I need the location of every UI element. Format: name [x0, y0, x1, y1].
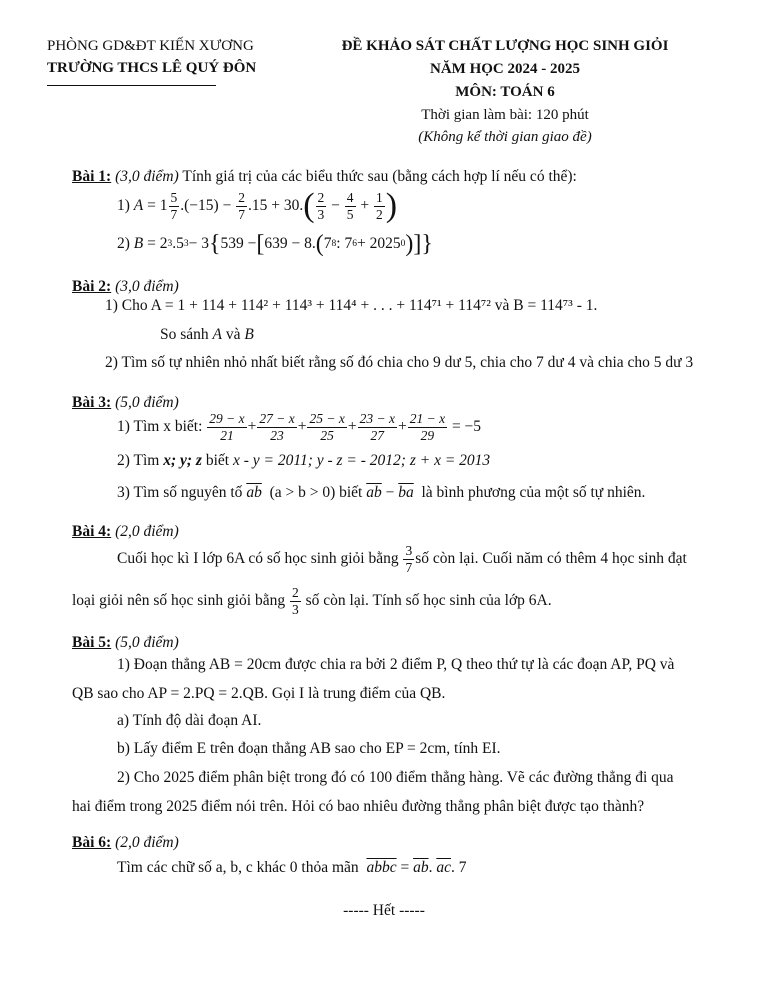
- bai1-q1: 1) A = 1 $\frac{5}{7}$ .(−15) − $\frac{2}{7}$ .15 + 30. ( $\frac{2}{3}$ − $\frac{4}{5}$ + $\frac{1}{2}$ ): [117, 187, 398, 224]
- bai6-header: [72, 834, 179, 852]
- bai3-q1-prefix: 1) Tìm x biết:: [117, 418, 203, 436]
- bai2-header: [72, 278, 179, 296]
- bai4-line1: Cuối học kì I lớp 6A có số học sinh giỏi bằng $\frac{3}{7}$ số còn lại. Cuối năm có thêm 4 học sinh đạt: [117, 543, 687, 575]
- fraction-5-7: $\frac{5}{7}$: [170, 189, 178, 222]
- fraction-4-5: $\frac{4}{5}$: [346, 189, 354, 222]
- bai3-q3-cond: (a > b > 0) biết: [269, 484, 363, 501]
- bai4-header: [72, 523, 179, 541]
- bai4-line2-a: loại giỏi nên số học sinh giỏi bằng: [72, 592, 286, 610]
- exam-subject: MÔN: TOÁN 6: [455, 84, 555, 100]
- bai3-label: Bài 3:: [72, 394, 112, 411]
- fraction-1-2: $\frac{1}{2}$: [376, 189, 383, 222]
- fraction-2-7: $\frac{2}{7}$: [238, 189, 245, 222]
- bai5-p2: QB sao cho AP = 2.PQ = 2.QB. Gọi I là trung điểm của QB.: [72, 685, 446, 702]
- bai1-q1-prefix: 1): [117, 197, 130, 214]
- bai1-points: (3,0 điểm): [115, 168, 179, 185]
- bai2-points: (3,0 điểm): [115, 278, 179, 295]
- exam-time: Thời gian làm bài: 120 phút: [421, 107, 589, 123]
- bai5-p4: hai điểm trong 2025 điểm nói trên. Hỏi có bao nhiêu đường thẳng phân biệt được tạo thành?: [72, 798, 645, 815]
- bai4-line2: loại giỏi nên số học sinh giỏi bằng $\frac{2}{3}$ số còn lại. Tính số học sinh của lớp 6A.: [72, 585, 552, 617]
- fraction-2-3: $\frac{2}{3}$: [317, 189, 325, 222]
- bai5-pa: a) Tính độ dài đoạn AI.: [117, 712, 262, 729]
- bai4-line1-b: số còn lại. Cuối năm có thêm 4 học sinh đạt: [415, 550, 687, 568]
- bai1-label: Bài 1:: [72, 168, 112, 185]
- bai5-p3: 2) Cho 2025 điểm phân biệt trong đó có 100 điểm thẳng hàng. Vẽ các đường thẳng đi qua: [117, 769, 674, 786]
- bai5-header: [72, 634, 179, 652]
- exam-year: NĂM HỌC 2024 - 2025: [430, 61, 580, 77]
- exam-title: ĐỀ KHẢO SÁT CHẤT LƯỢNG HỌC SINH GIỎI: [341, 38, 669, 54]
- bai1-header: [72, 168, 577, 186]
- bai1-q2-prefix: 2): [117, 235, 130, 252]
- bai1-q2: 2) B = 2 3 .5 3 − 3 { 539 − [ 639 − 8. ( 7 8 : 7 6 + 2025 0 ) ] }: [117, 231, 433, 257]
- exam-note: (Không kể thời gian giao đề): [418, 129, 592, 145]
- bai4-line2-b: số còn lại. Tính số học sinh của lớp 6A.: [305, 592, 552, 610]
- department: PHÒNG GD&ĐT KIẾN XƯƠNG: [47, 38, 254, 54]
- bai4-points: (2,0 điểm): [115, 523, 179, 540]
- bai5-label: Bài 5:: [72, 634, 112, 651]
- footer-end: ----- Hết -----: [343, 902, 425, 919]
- bai5-p1: 1) Đoạn thẳng AB = 20cm được chia ra bởi 2 điểm P, Q theo thứ tự là các đoạn AP, PQ và: [117, 656, 675, 673]
- bai3-q3-prefix: 3) Tìm số nguyên tố: [117, 484, 243, 501]
- bai3-points: (5,0 điểm): [115, 394, 179, 411]
- bai4-line1-a: Cuối học kì I lớp 6A có số học sinh giỏi bằng: [117, 550, 399, 568]
- bai1-q1-expr: A: [133, 197, 144, 214]
- bai6-prompt-line: Tìm các chữ số a, b, c khác 0 thỏa mãn abbc = $\overline{ab}$. $\overline{ac}$. 7: [117, 859, 467, 876]
- bai6-points: (2,0 điểm): [115, 834, 179, 851]
- bai5-pb: b) Lấy điểm E trên đoạn thẳng AB sao cho EP = 2cm, tính EI.: [117, 740, 501, 757]
- bai3-header: [72, 394, 179, 412]
- bai3-q3: 3) Tìm số nguyên tố $\overline{ab}$ (a > b > 0) biết $\overline{ab} - \overline{ba}$ là bình phương của một số tự nhiên.: [117, 484, 646, 501]
- bai6-prompt: Tìm các chữ số a, b, c khác 0 thỏa mãn: [117, 859, 359, 876]
- bai2-q1: 1) Cho A = 1 + 114 + 114² + 114³ + 114⁴ + . . . + 114⁷¹ + 114⁷² và B = 114⁷³ - 1.: [105, 297, 598, 314]
- bai3-q3-suffix: là bình phương của một số tự nhiên.: [421, 484, 646, 501]
- bai3-q1: 1) Tìm x biết: $\frac{29 - x}{21}$ + $\frac{27 - x}{23}$ + $\frac{25 - x}{25}$ + $\frac{23 - x}{27}$ + $\frac{21 - x}{29}$ = −5: [117, 411, 482, 443]
- bai4-label: Bài 4:: [72, 523, 112, 540]
- bai2-label: Bài 2:: [72, 278, 112, 295]
- bai2-compare: So sánh A và B: [160, 326, 254, 343]
- bai5-points: (5,0 điểm): [115, 634, 179, 651]
- school-name: TRƯỜNG THCS LÊ QUÝ ĐÔN: [47, 60, 257, 76]
- bai2-q2: 2) Tìm số tự nhiên nhỏ nhất biết rằng số đó chia cho 9 dư 5, chia cho 7 dư 4 và chia cho 5 dư 3: [105, 354, 694, 371]
- bai1-prompt: Tính giá trị của các biểu thức sau (bằng cách hợp lí nếu có thể):: [182, 168, 577, 185]
- header-underline: [47, 85, 216, 86]
- bai3-q2: 2) Tìm x; y; z biết x - y = 2011; y - z = - 2012; z + x = 2013: [117, 452, 491, 469]
- bai6-label: Bài 6:: [72, 834, 112, 851]
